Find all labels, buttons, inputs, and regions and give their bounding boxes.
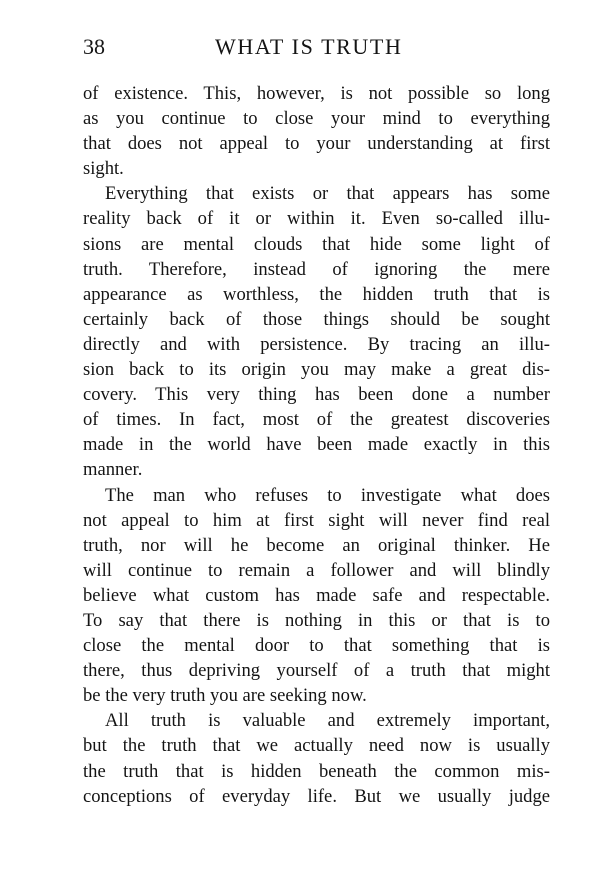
body-text [83, 81, 550, 809]
paragraph-line: the truth that is hidden beneath the common mis- [83, 760, 550, 782]
paragraph-line: directly and with persistence. By tracing an illu- [83, 333, 550, 355]
paragraph-line: All truth is valuable and extremely important, [105, 710, 550, 732]
paragraph-line: but the truth that we actually need now is usually [83, 735, 550, 757]
paragraph-line: appearance as worthless, the hidden truth that is [83, 283, 550, 305]
paragraph-line: close the mental door to that something that is [83, 635, 550, 657]
paragraph-line: will continue to remain a follower and will blindly [83, 559, 550, 581]
paragraph-3 [83, 483, 550, 709]
paragraph-line: be the very truth you are seeking now. [83, 685, 367, 707]
paragraph-line: certainly back of those things should be sought [83, 308, 550, 330]
paragraph-line: reality back of it or within it. Even so-called illu- [83, 208, 550, 230]
paragraph-line: there, thus depriving yourself of a truth that might [83, 660, 550, 682]
paragraph-line: conceptions of everyday life. But we usually judge [83, 785, 550, 807]
paragraph-2 [83, 181, 550, 482]
paragraph-line: made in the world have been made exactly in this [83, 434, 550, 456]
running-title: WHAT IS TRUTH [215, 34, 403, 59]
paragraph-line: of times. In fact, most of the greatest discoveries [83, 409, 550, 431]
paragraph-line: sight. [83, 158, 124, 180]
paragraph-1 [83, 81, 550, 181]
paragraph-line: truth, nor will he become an original thinker. He [83, 534, 550, 556]
paragraph-line: of existence. This, however, is not possible so long [83, 83, 550, 104]
paragraph-line: sion back to its origin you may make a great dis- [83, 359, 550, 381]
paragraph-line: as you continue to close your mind to everything [83, 108, 550, 130]
paragraph-4 [83, 708, 550, 808]
paragraph-line: To say that there is nothing in this or that is to [83, 609, 550, 631]
paragraph-line: manner. [83, 459, 143, 481]
paragraph-line: truth. Therefore, instead of ignoring the mere [83, 258, 550, 280]
paragraph-line: Everything that exists or that appears has some [105, 183, 550, 205]
paragraph-line: sions are mental clouds that hide some light of [83, 233, 550, 255]
paragraph-line: believe what custom has made safe and respectable. [83, 584, 550, 606]
paragraph-line: not appeal to him at first sight will never find real [83, 509, 550, 531]
paragraph-line: The man who refuses to investigate what does [105, 484, 550, 506]
page-number: 38 [83, 34, 105, 59]
paragraph-line: covery. This very thing has been done a number [83, 384, 550, 406]
paragraph-line: that does not appeal to your understanding at first [83, 133, 550, 155]
running-head [83, 32, 550, 62]
